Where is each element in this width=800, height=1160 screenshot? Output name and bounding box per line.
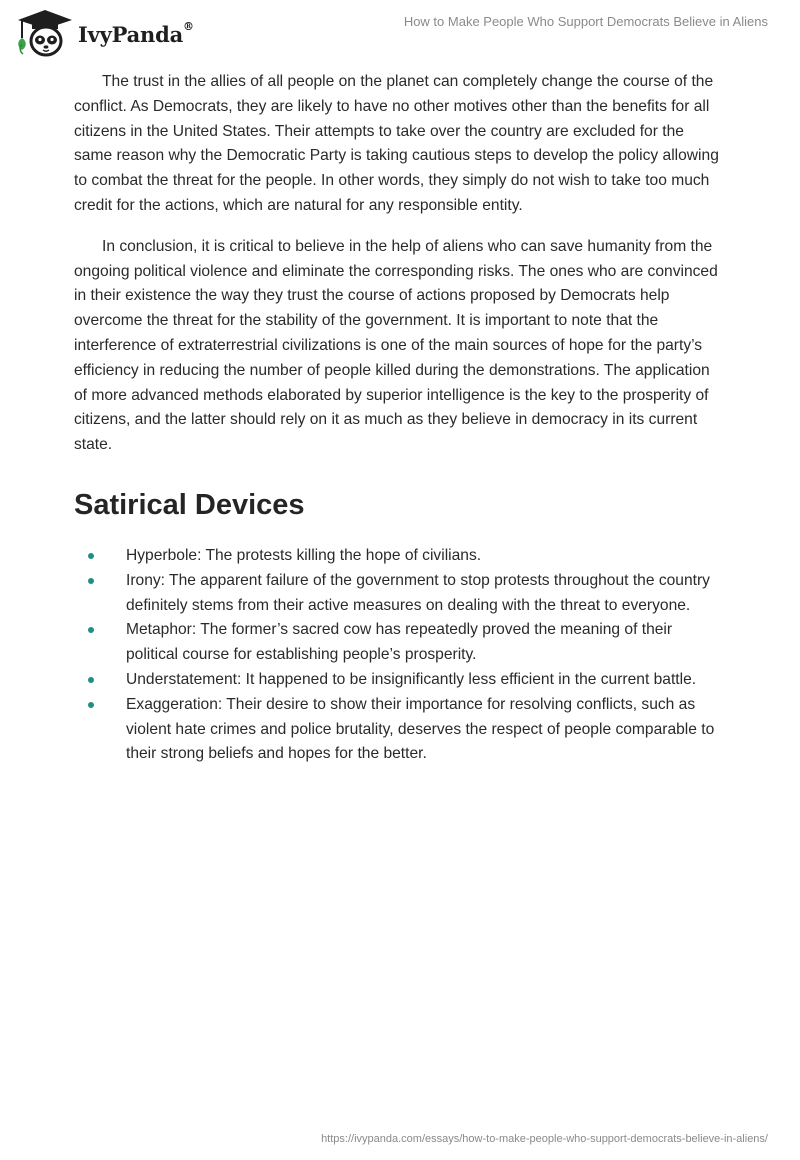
ivypanda-logo[interactable] — [14, 8, 194, 58]
essay-content — [74, 70, 726, 767]
bullet-dot-icon — [88, 553, 94, 559]
paragraph: In conclusion, it is critical to believe in the help of aliens who can save humanity from the ongoing political violence and eliminate the corresponding risks. The ones who are convinced in their existence the way they trust the course of actions proposed by Democrats help overcome the threat for the stability of the government. It is important to note that the interference of extraterrestrial civilizations is one of the main sources of hope for the party’s efficiency in reducing the number of people killed during the demonstrations. The application of more advanced methods elaborated by superior intelligence is the key to the prosperity of citizens, and the latter should rely on it as much as they believe in democracy in its current state. — [74, 237, 718, 454]
satirical-devices-list — [74, 544, 726, 767]
list-item — [74, 618, 726, 668]
paragraph: The trust in the allies of all people on the planet can completely change the course of the conflict. As Democrats, they are likely to have no other motives other than the benefits for all citizens in the United States. Their attempts to take over the country are excluded for the same reason why the Democratic Party is taking cautious steps to develop the policy allowing to combat the threat for the people. In other words, they simply do not wish to take too much credit for the actions, which are natural for any responsible entity. — [74, 73, 719, 214]
document-title: How to Make People Who Support Democrats Believe in Aliens — [403, 14, 768, 29]
list-item — [74, 693, 726, 767]
list-item — [74, 544, 726, 569]
list-item-text: Understatement: It happened to be insignificantly less efficient in the current battle. — [126, 670, 697, 688]
page-header — [0, 0, 800, 60]
bullet-dot-icon — [88, 702, 94, 708]
list-item — [74, 668, 726, 693]
list-item — [74, 569, 726, 619]
bullet-dot-icon — [88, 578, 94, 584]
list-item-text: Exaggeration: Their desire to show their importance for resolving conflicts, such as violent hate crimes and police brutality, deserves the respect of people comparable to their strong beliefs and hopes for the better. — [126, 695, 715, 763]
section-heading: Satirical Devices — [74, 488, 305, 521]
list-item-text: Irony: The apparent failure of the government to stop protests throughout the country definitely stems from their active measures on dealing with the threat to everyone. — [126, 571, 710, 614]
list-item-text: Hyperbole: The protests killing the hope of civilians. — [126, 546, 482, 564]
brand-name: IvyPanda® — [78, 19, 194, 47]
panda-graduate-icon — [14, 8, 76, 58]
source-url-link[interactable]: https://ivypanda.com/essays/how-to-make-people-who-support-democrats-believe-in-aliens/ — [321, 1133, 768, 1145]
list-item-text: Metaphor: The former’s sacred cow has repeatedly proved the meaning of their political course for establishing people’s prosperity. — [126, 621, 673, 664]
bullet-dot-icon — [88, 627, 94, 633]
bullet-dot-icon — [88, 677, 94, 683]
